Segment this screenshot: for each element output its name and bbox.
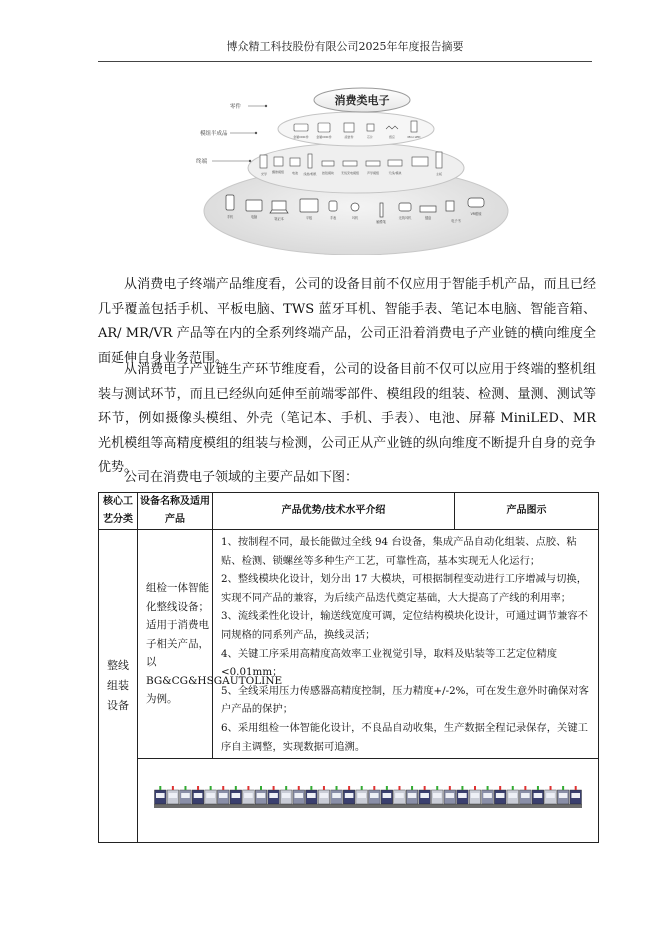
component-label: 金属CNC件	[293, 135, 309, 139]
module-layer	[248, 143, 464, 193]
line-status-lamp	[184, 786, 186, 790]
line-status-lamp	[348, 786, 350, 790]
terminal-label: VR眼镜	[470, 212, 482, 216]
terminal-label: 电脑	[250, 215, 258, 219]
advantage-item: 4、关键工序采用高精度高效率工业视觉引导，取料及贴装等工艺定位精度<0.01mm；	[221, 647, 558, 679]
component-label: 金属CNC件	[316, 135, 332, 139]
line-module-window	[320, 793, 329, 798]
assembly-line-image	[138, 759, 598, 839]
line-status-lamp	[537, 786, 539, 790]
cell-advantages	[213, 530, 599, 759]
line-status-lamp	[310, 786, 312, 790]
cell-device: 组检一体智能化整线设备；适用于消费电子相关产品，以BG&CG&HSGAUTOLINE 为例。	[138, 530, 213, 759]
line-module-window	[194, 793, 203, 798]
header-divider	[98, 61, 592, 62]
line-module-window	[244, 793, 253, 798]
line-module-window	[294, 793, 303, 798]
tier-label-components: 零件	[230, 104, 242, 110]
component-label: Mini LED	[407, 135, 421, 139]
figure-title: 消费类电子	[334, 94, 390, 107]
terminal-label: 触摸笔	[376, 220, 386, 224]
module-label: 光学	[260, 172, 268, 176]
table-header-row	[99, 493, 599, 530]
line-module-window	[471, 793, 480, 798]
advantage-item: 1、按制程不同，最长能做过全线 94 台设备，集成产品自动化组装、点胶、粘贴、检测、锁螺丝等多种生产工艺，可靠性高，基本实现无人化运行；	[221, 536, 577, 567]
paragraph-terminal-dimension: 从消费电子终端产品维度看，公司的设备目前不仅应用于智能手机产品，而且已经几乎覆盖包括手机、平板电脑、TWS 蓝牙耳机、智能手表、笔记本电脑、智能音箱、AR/ MR/VR 产品等在内的全系列终端产品，公司正沿着消费电子产业链的横向维度全面延伸自身业务范围。	[98, 277, 596, 366]
line-module-window	[257, 793, 266, 798]
module-label: 线控/相机	[303, 172, 317, 176]
line-module-window	[232, 793, 241, 798]
module-label: 无线充电模组	[340, 171, 360, 175]
terminal-label: 无线耳机	[398, 216, 412, 220]
line-status-lamp	[373, 786, 375, 790]
consumer-electronics-diagram	[190, 83, 512, 255]
terminal-label: 键盘	[424, 216, 432, 220]
line-status-lamp	[461, 786, 463, 790]
line-module-window	[496, 793, 505, 798]
tier-label-modules: 模组半成品	[200, 131, 228, 137]
line-module-window	[370, 793, 379, 798]
terminal-label: 平板	[305, 216, 313, 220]
line-status-lamp	[562, 786, 564, 790]
module-label: 主板	[435, 172, 443, 176]
module-label: 天线/模块	[388, 171, 402, 175]
line-status-lamp	[424, 786, 426, 790]
line-module-window	[534, 793, 543, 798]
line-module-window	[408, 793, 417, 798]
line-module-window	[446, 793, 455, 798]
line-module-window	[571, 793, 580, 798]
line-status-lamp	[298, 786, 300, 790]
line-status-lamp	[411, 786, 413, 790]
page-header: 博众精工科技股份有限公司2025年年度报告摘要	[226, 40, 464, 53]
line-module-window	[181, 793, 190, 798]
line-module-window	[395, 793, 404, 798]
line-status-lamp	[273, 786, 275, 790]
line-module-window	[169, 793, 178, 798]
header-advantage: 产品优势/技术水平介绍	[213, 493, 455, 530]
line-status-lamp	[474, 786, 476, 790]
line-status-lamp	[210, 786, 212, 790]
module-label: 电池	[291, 171, 299, 175]
table-image-row	[99, 759, 599, 843]
terminal-label: 电子书	[451, 219, 461, 223]
header-category: 核心工艺分类	[99, 493, 138, 530]
line-status-lamp	[285, 786, 287, 790]
module-label: 按钮模块	[321, 171, 335, 175]
tier-label-terminals: 终端	[196, 159, 208, 165]
paragraph-products-intro: 公司在消费电子领域的主要产品如下图：	[124, 470, 359, 485]
line-status-lamp	[159, 786, 161, 790]
advantage-item: 6、采用组检一体智能化设计，不良品自动收集，生产数据全程记录保存，关键工序自主调整，实现数据可追溯。	[221, 721, 588, 753]
header-device: 设备名称及适用产品	[138, 493, 213, 530]
line-module-window	[483, 793, 492, 798]
line-module-window	[508, 793, 517, 798]
line-module-window	[357, 793, 366, 798]
line-module-window	[433, 793, 442, 798]
line-status-lamp	[222, 786, 224, 790]
line-module-window	[383, 793, 392, 798]
line-module-window	[156, 793, 165, 798]
component-label: 芯片	[366, 135, 374, 139]
line-module-window	[282, 793, 291, 798]
line-module-window	[559, 793, 568, 798]
line-status-lamp	[235, 786, 237, 790]
line-status-lamp	[386, 786, 388, 790]
header-image: 产品图示	[455, 493, 599, 530]
line-module-window	[345, 793, 354, 798]
line-status-lamp	[247, 786, 249, 790]
advantage-item: 2、整线模块化设计，划分出 17 大模块，可根据制程变动进行工序增减与切换，实现不同产品的兼容，为后续产品迭代奠定基础，大大提高了产线的利用率；	[221, 573, 587, 604]
module-label: 摄像模组	[271, 170, 285, 174]
terminal-label: 手表	[329, 216, 337, 220]
line-module-window	[269, 793, 278, 798]
line-status-lamp	[575, 786, 577, 790]
line-status-lamp	[487, 786, 489, 790]
terminal-label: 笔记本	[274, 217, 284, 221]
line-status-lamp	[512, 786, 514, 790]
terminal-label: 手机	[226, 215, 234, 219]
advantage-item: 5、全线采用压力传感器高精度控制，压力精度+/-2%，可在发生意外时确保对客户产品的保护；	[221, 684, 589, 716]
line-module-window	[206, 793, 215, 798]
line-module-window	[332, 793, 341, 798]
product-image-cell	[138, 759, 599, 843]
line-status-lamp	[323, 786, 325, 790]
line-base	[154, 804, 582, 808]
line-module-window	[521, 793, 530, 798]
line-module-window	[307, 793, 316, 798]
line-status-lamp	[336, 786, 338, 790]
line-module-window	[458, 793, 467, 798]
line-status-lamp	[361, 786, 363, 790]
line-status-lamp	[436, 786, 438, 790]
line-status-lamp	[197, 786, 199, 790]
cell-category: 整线组装设备	[99, 530, 138, 843]
line-status-lamp	[524, 786, 526, 790]
paragraph-chain-dimension: 从消费电子产业链生产环节维度看，公司的设备目前不仅可以应用于终端的整机组装与测试环节，而且已经纵向延伸至前端零部件、模组段的组装、检测、量测、测试等环节，例如摄像头模组、外壳（笔记本、手机、手表）、电池、屏幕 MiniLED、MR 光机模组等高精度模组的组装与检测，公司正从产业链的纵向维度不断提升自身的竞争优势。	[98, 362, 596, 476]
line-module-window	[219, 793, 228, 798]
line-module-window	[420, 793, 429, 798]
line-status-lamp	[499, 786, 501, 790]
component-label: 感应	[388, 135, 396, 139]
products-table	[98, 492, 599, 843]
component-label: 涂装件	[344, 135, 354, 139]
line-status-lamp	[550, 786, 552, 790]
line-status-lamp	[398, 786, 400, 790]
module-label: 声学模组	[366, 171, 380, 175]
line-module-window	[546, 793, 555, 798]
line-status-lamp	[260, 786, 262, 790]
table-row	[99, 530, 599, 759]
line-status-lamp	[449, 786, 451, 790]
advantage-item: 3、流线柔性化设计，输送线宽度可调，定位结构模块化设计，可通过调节兼容不同规格的同系列产品，换线灵活；	[221, 610, 588, 641]
terminal-label: 耳机	[351, 216, 359, 220]
line-status-lamp	[172, 786, 174, 790]
